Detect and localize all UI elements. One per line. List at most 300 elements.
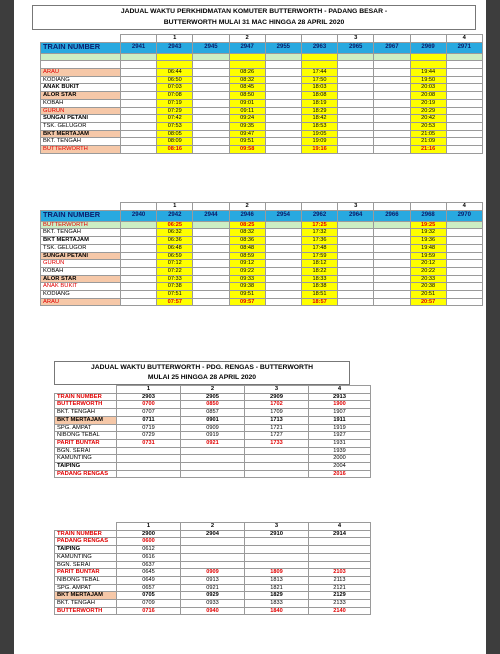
train-number: 2945 (193, 42, 229, 53)
train-number: 2965 (338, 42, 374, 53)
group-number (193, 203, 229, 211)
station-name: PARIT BUNTAR (55, 439, 117, 447)
time-cell (265, 53, 301, 61)
time-cell (245, 553, 309, 561)
time-cell: 19:09 (301, 138, 337, 146)
station-name: ANAK BUKIT (41, 84, 121, 92)
time-cell: 08:32 (229, 229, 265, 237)
time-cell: 1907 (309, 409, 371, 417)
station-name: BKT. TENGAH (41, 138, 121, 146)
train-number: 2905 (181, 393, 245, 401)
time-cell: 0700 (117, 401, 181, 409)
time-cell: 1833 (245, 600, 309, 608)
station-name: ARAU (41, 69, 121, 77)
train-number: 2954 (265, 210, 301, 221)
train-number: 2968 (410, 210, 446, 221)
time-cell: 19:48 (410, 244, 446, 252)
table-northbound-padang-besar (40, 34, 483, 154)
time-cell: 0850 (181, 401, 245, 409)
time-cell (193, 53, 229, 61)
table-row (41, 298, 483, 306)
time-cell (229, 61, 265, 69)
time-cell: 0933 (181, 600, 245, 608)
time-cell (121, 61, 157, 69)
station-name: KODIANG (41, 76, 121, 84)
time-cell (446, 92, 482, 100)
time-cell (193, 260, 229, 268)
time-cell (309, 538, 371, 546)
table-row (55, 607, 371, 615)
time-cell: 09:24 (229, 115, 265, 123)
time-cell (446, 53, 482, 61)
time-cell: 0612 (117, 546, 181, 554)
time-cell: 07:08 (157, 92, 193, 100)
time-cell: 09:33 (229, 275, 265, 283)
train-number: 2969 (410, 42, 446, 53)
time-cell: 09:47 (229, 130, 265, 138)
station-name: KODIANG (41, 291, 121, 299)
time-cell (121, 92, 157, 100)
time-cell: 2133 (309, 600, 371, 608)
station-name: KOBAH (41, 99, 121, 107)
time-cell (121, 53, 157, 61)
station-name: KAMUNTING (55, 553, 117, 561)
station-name: NIBONG TEBAL (55, 432, 117, 440)
time-cell (446, 130, 482, 138)
time-cell: 1709 (245, 409, 309, 417)
time-cell: 18:57 (301, 298, 337, 306)
time-cell: 09:22 (229, 267, 265, 275)
time-cell: 07:29 (157, 107, 193, 115)
time-cell: 0913 (181, 576, 245, 584)
time-cell (338, 76, 374, 84)
title-line: MULAI 25 HINGGA 28 APRIL 2020 (147, 374, 257, 381)
time-cell (121, 123, 157, 131)
station-name: BUTTERWORTH (55, 607, 117, 615)
group-number: 1 (157, 203, 193, 211)
time-cell: 0657 (117, 584, 181, 592)
time-cell: 17:32 (301, 229, 337, 237)
time-cell (338, 53, 374, 61)
time-cell: 08:26 (229, 69, 265, 77)
train-number-label: TRAIN NUMBER (41, 42, 121, 53)
spacer-cell (41, 35, 121, 43)
time-cell (446, 76, 482, 84)
time-cell: 20:42 (410, 115, 446, 123)
train-number: 2970 (446, 210, 482, 221)
table-row (55, 592, 371, 600)
time-cell: 07:33 (157, 275, 193, 283)
station-name: NIBONG TEBAL (55, 576, 117, 584)
time-cell: 07:51 (157, 291, 193, 299)
time-cell (410, 61, 446, 69)
time-cell: 09:57 (229, 298, 265, 306)
station-name: BKT. TENGAH (55, 600, 117, 608)
time-cell (446, 69, 482, 77)
station-name: BKT. TENGAH (55, 409, 117, 417)
time-cell (309, 561, 371, 569)
time-cell (446, 275, 482, 283)
time-cell: 06:48 (157, 244, 193, 252)
station-name: TSK. GELUGOR (41, 244, 121, 252)
time-cell: 07:53 (157, 123, 193, 131)
train-number-label: TRAIN NUMBER (41, 210, 121, 221)
time-cell: 08:59 (229, 252, 265, 260)
time-cell (121, 244, 157, 252)
time-cell: 20:29 (410, 107, 446, 115)
train-number: 2955 (265, 42, 301, 53)
table-row (55, 584, 371, 592)
train-number: 2903 (117, 393, 181, 401)
group-number (121, 35, 157, 43)
time-cell (193, 283, 229, 291)
time-cell: 0729 (117, 432, 181, 440)
time-cell (309, 546, 371, 554)
table-row (41, 84, 483, 92)
time-cell: 20:51 (410, 291, 446, 299)
time-cell (121, 138, 157, 146)
train-number: 2966 (374, 210, 410, 221)
time-cell: 20:38 (410, 283, 446, 291)
time-cell: 20:22 (410, 267, 446, 275)
train-number-label: TRAIN NUMBER (55, 393, 117, 401)
train-number: 2940 (121, 210, 157, 221)
table-row (41, 115, 483, 123)
time-cell (446, 267, 482, 275)
group-number (374, 35, 410, 43)
time-cell: 0921 (181, 584, 245, 592)
time-cell (338, 146, 374, 154)
time-cell (181, 561, 245, 569)
station-name: KOBAH (41, 267, 121, 275)
table-row (55, 424, 371, 432)
time-cell (265, 291, 301, 299)
time-cell (245, 470, 309, 478)
time-cell (338, 252, 374, 260)
time-cell (121, 76, 157, 84)
group-number: 1 (117, 523, 181, 531)
time-cell: 07:12 (157, 260, 193, 268)
time-cell (265, 237, 301, 245)
time-cell (265, 275, 301, 283)
station-name: TSK. GELUGOR (41, 123, 121, 131)
time-cell (193, 99, 229, 107)
table-row (41, 252, 483, 260)
time-cell: 06:25 (157, 221, 193, 229)
time-cell (157, 53, 193, 61)
station-name: TAIPING (55, 463, 117, 471)
time-cell: 17:48 (301, 244, 337, 252)
time-cell: 0709 (117, 600, 181, 608)
time-cell (338, 298, 374, 306)
time-cell (245, 546, 309, 554)
time-cell (181, 455, 245, 463)
table-row (41, 260, 483, 268)
time-cell: 18:19 (301, 99, 337, 107)
time-cell (265, 99, 301, 107)
table-row (41, 99, 483, 107)
time-cell (446, 221, 482, 229)
train-number: 2963 (301, 42, 337, 53)
time-cell (446, 115, 482, 123)
table-row (41, 291, 483, 299)
time-cell: 0731 (117, 439, 181, 447)
time-cell (338, 229, 374, 237)
time-cell: 19:05 (301, 130, 337, 138)
time-cell: 20:12 (410, 260, 446, 268)
time-cell (446, 61, 482, 69)
time-cell (338, 221, 374, 229)
time-cell: 08:05 (157, 130, 193, 138)
time-cell: 19:44 (410, 69, 446, 77)
time-cell (193, 61, 229, 69)
time-cell: 0711 (117, 416, 181, 424)
time-cell (265, 76, 301, 84)
table-row (41, 53, 483, 61)
time-cell (121, 221, 157, 229)
time-cell (374, 298, 410, 306)
time-cell (338, 99, 374, 107)
table-row (41, 107, 483, 115)
time-cell: 0716 (117, 607, 181, 615)
time-cell (446, 244, 482, 252)
time-cell (181, 463, 245, 471)
time-cell (121, 69, 157, 77)
time-cell: 0645 (117, 569, 181, 577)
time-cell (446, 107, 482, 115)
station-name: GURUN (41, 107, 121, 115)
time-cell (121, 298, 157, 306)
time-cell: 06:59 (157, 252, 193, 260)
train-number: 2914 (309, 530, 371, 538)
time-cell (265, 61, 301, 69)
title-line: JADUAL WAKTU PERKHIDMATAN KOMUTER BUTTERWORTH - PADANG BESAR - (120, 8, 388, 15)
time-cell (117, 455, 181, 463)
time-cell: 2000 (309, 455, 371, 463)
time-cell (374, 229, 410, 237)
time-cell: 1809 (245, 569, 309, 577)
time-cell (245, 538, 309, 546)
time-cell (374, 252, 410, 260)
train-number: 2943 (157, 42, 193, 53)
station-name: SUNGAI PETANI (41, 252, 121, 260)
table-row (41, 267, 483, 275)
time-cell: 1900 (309, 401, 371, 409)
time-cell (446, 260, 482, 268)
group-number (265, 35, 301, 43)
time-cell (374, 107, 410, 115)
time-cell (374, 283, 410, 291)
time-cell: 20:33 (410, 275, 446, 283)
group-number: 3 (338, 35, 374, 43)
time-cell (446, 146, 482, 154)
station-name: SPG. AMPAT (55, 584, 117, 592)
time-cell (121, 260, 157, 268)
time-cell (338, 291, 374, 299)
time-cell: 09:51 (229, 138, 265, 146)
time-cell: 19:50 (410, 76, 446, 84)
time-cell (193, 76, 229, 84)
time-cell: 0719 (117, 424, 181, 432)
time-cell: 09:11 (229, 107, 265, 115)
time-cell (446, 283, 482, 291)
time-cell (117, 447, 181, 455)
time-cell: 1939 (309, 447, 371, 455)
train-number: 2942 (157, 210, 193, 221)
time-cell (374, 99, 410, 107)
table-row (41, 76, 483, 84)
time-cell (265, 115, 301, 123)
time-cell: 1813 (245, 576, 309, 584)
time-cell (338, 107, 374, 115)
time-cell (265, 221, 301, 229)
time-cell: 1733 (245, 439, 309, 447)
time-cell (446, 99, 482, 107)
time-cell: 09:12 (229, 260, 265, 268)
time-cell (181, 538, 245, 546)
time-cell: 0637 (117, 561, 181, 569)
station-name: ANAK BUKIT (41, 283, 121, 291)
time-cell (265, 146, 301, 154)
table-southbound-padang-rengas (54, 522, 371, 615)
time-cell: 18:12 (301, 260, 337, 268)
time-cell (374, 221, 410, 229)
time-cell (309, 553, 371, 561)
time-cell (338, 123, 374, 131)
time-cell: 06:44 (157, 69, 193, 77)
time-cell (121, 107, 157, 115)
time-cell: 18:38 (301, 283, 337, 291)
station-name: PARIT BUNTAR (55, 569, 117, 577)
station-name: BGN. SERAI (55, 447, 117, 455)
time-cell (265, 252, 301, 260)
time-cell (181, 447, 245, 455)
time-cell: 1840 (245, 607, 309, 615)
group-number (193, 35, 229, 43)
time-cell (374, 130, 410, 138)
table-row (41, 69, 483, 77)
station-name: ALOR STAR (41, 275, 121, 283)
group-number (374, 203, 410, 211)
table-row (41, 61, 483, 69)
time-cell: 19:16 (301, 146, 337, 154)
time-cell (338, 138, 374, 146)
time-cell (245, 455, 309, 463)
station-name: BUTTERWORTH (41, 221, 121, 229)
station-name: KAMUNTING (55, 455, 117, 463)
table-row (55, 447, 371, 455)
table-row (41, 146, 483, 154)
station-name: PADANG RENGAS (55, 538, 117, 546)
time-cell: 18:08 (301, 92, 337, 100)
time-cell: 2103 (309, 569, 371, 577)
time-cell: 09:38 (229, 283, 265, 291)
station-name: BKT MERTAJAM (41, 130, 121, 138)
time-cell (193, 298, 229, 306)
time-cell: 1911 (309, 416, 371, 424)
table-row (55, 576, 371, 584)
time-cell (193, 146, 229, 154)
group-number: 4 (309, 386, 371, 394)
time-cell (374, 138, 410, 146)
time-cell: 0909 (181, 424, 245, 432)
time-cell: 1727 (245, 432, 309, 440)
time-cell: 0921 (181, 439, 245, 447)
time-cell: 1931 (309, 439, 371, 447)
time-cell (446, 138, 482, 146)
time-cell (374, 260, 410, 268)
time-cell: 08:09 (157, 138, 193, 146)
time-cell: 07:03 (157, 84, 193, 92)
time-cell: 08:36 (229, 237, 265, 245)
title-padang-besar (32, 5, 476, 30)
time-cell (374, 61, 410, 69)
station-name: ALOR STAR (41, 92, 121, 100)
time-cell: 18:53 (301, 123, 337, 131)
time-cell (265, 107, 301, 115)
train-number: 2910 (245, 530, 309, 538)
table-row (55, 561, 371, 569)
table-row (55, 463, 371, 471)
time-cell (446, 291, 482, 299)
time-cell: 20:08 (410, 92, 446, 100)
time-cell: 2129 (309, 592, 371, 600)
time-cell (374, 237, 410, 245)
time-cell: 07:22 (157, 267, 193, 275)
time-cell (265, 92, 301, 100)
train-number: 2964 (338, 210, 374, 221)
time-cell: 18:51 (301, 291, 337, 299)
station-name: ARAU (41, 298, 121, 306)
table-row (41, 229, 483, 237)
spacer-cell (55, 386, 117, 394)
time-cell: 18:42 (301, 115, 337, 123)
time-cell: 19:32 (410, 229, 446, 237)
time-cell: 2113 (309, 576, 371, 584)
table-row (55, 600, 371, 608)
station-name: SPG. AMPAT (55, 424, 117, 432)
time-cell (265, 244, 301, 252)
time-cell: 20:53 (410, 123, 446, 131)
time-cell: 0616 (117, 553, 181, 561)
time-cell (374, 123, 410, 131)
time-cell: 1821 (245, 584, 309, 592)
time-cell: 0705 (117, 592, 181, 600)
time-cell: 0940 (181, 607, 245, 615)
time-cell: 08:25 (229, 221, 265, 229)
table-northbound-padang-rengas (54, 385, 371, 478)
time-cell: 0649 (117, 576, 181, 584)
group-number: 4 (446, 203, 482, 211)
train-number: 2947 (229, 42, 265, 53)
time-cell: 08:50 (229, 92, 265, 100)
time-cell (157, 61, 193, 69)
time-cell (446, 229, 482, 237)
group-number: 4 (446, 35, 482, 43)
group-number: 2 (181, 523, 245, 531)
table-row (55, 409, 371, 417)
time-cell (374, 275, 410, 283)
station-name (41, 61, 121, 69)
time-cell (374, 267, 410, 275)
group-number: 3 (338, 203, 374, 211)
time-cell: 07:38 (157, 283, 193, 291)
time-cell: 21:09 (410, 138, 446, 146)
time-cell (338, 244, 374, 252)
time-cell (338, 267, 374, 275)
time-cell (338, 69, 374, 77)
time-cell: 06:32 (157, 229, 193, 237)
